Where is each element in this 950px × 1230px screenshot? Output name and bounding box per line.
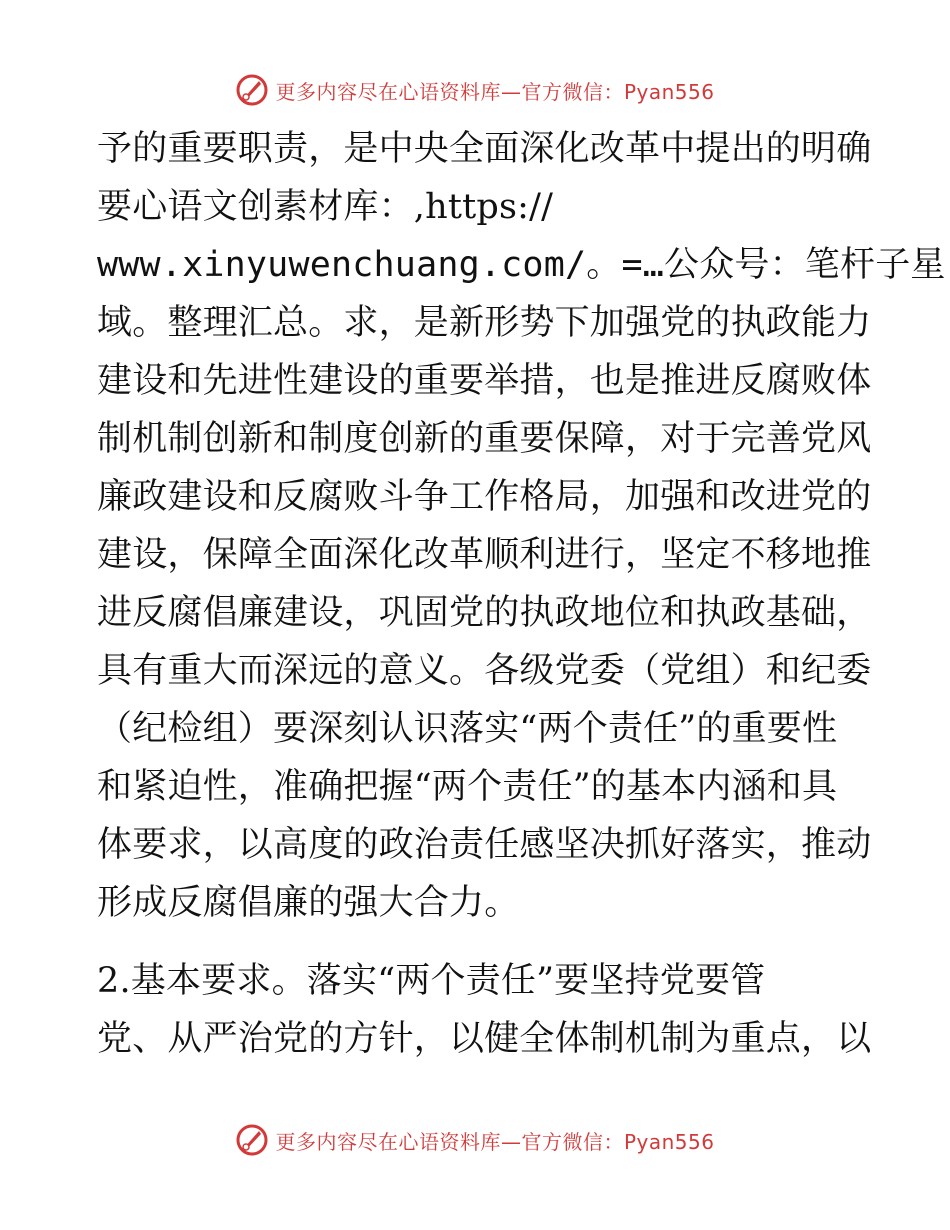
text-line: 体要求，以高度的政治责任感坚决抓好落实，推动 [97, 825, 872, 865]
text-line: 域。整理汇总。求，是新形势下加强党的执政能力 [97, 303, 872, 343]
footer-watermark-text: 更多内容尽在心语资料库—官方微信：Pyan556 [275, 1129, 715, 1154]
text-line: 党、从严治党的方针，以健全体制机制为重点，以 [97, 1019, 872, 1059]
text-line: （纪检组）要深刻认识落实“两个责任”的重要性 [97, 709, 838, 749]
feather-pen-icon [235, 73, 269, 107]
text-line: 建设，保障全面深化改革顺利进行，坚定不移地推 [97, 535, 872, 575]
document-body [97, 120, 946, 1068]
text-line: 要心语文创素材库：,https:// [97, 187, 554, 227]
text-line: 制机制创新和制度创新的重要保障，对于完善党风 [97, 419, 872, 459]
text-line-url: www.xinyuwenchuang.com/。=…公众号：笔杆子星 [97, 245, 946, 285]
text-line: 和紧迫性，准确把握“两个责任”的基本内涵和具 [97, 767, 838, 807]
text-line: 具有重大而深远的意义。各级党委（党组）和纪委 [97, 651, 872, 691]
footer-watermark [0, 1120, 950, 1160]
text-line: 建设和先进性建设的重要举措，也是推进反腐败体 [97, 361, 872, 401]
header-watermark-text: 更多内容尽在心语资料库—官方微信：Pyan556 [275, 79, 715, 104]
header-watermark [0, 70, 950, 110]
text-line: 予的重要职责，是中央全面深化改革中提出的明确 [97, 129, 872, 169]
text-line: 廉政建设和反腐败斗争工作格局，加强和改进党的 [97, 477, 872, 517]
text-line: 形成反腐倡廉的强大合力。 [97, 883, 520, 923]
text-line: 2.基本要求。落实“两个责任”要坚持党要管 [97, 961, 766, 1001]
feather-pen-icon [235, 1123, 269, 1157]
text-line: 进反腐倡廉建设，巩固党的执政地位和执政基础， [97, 593, 872, 633]
